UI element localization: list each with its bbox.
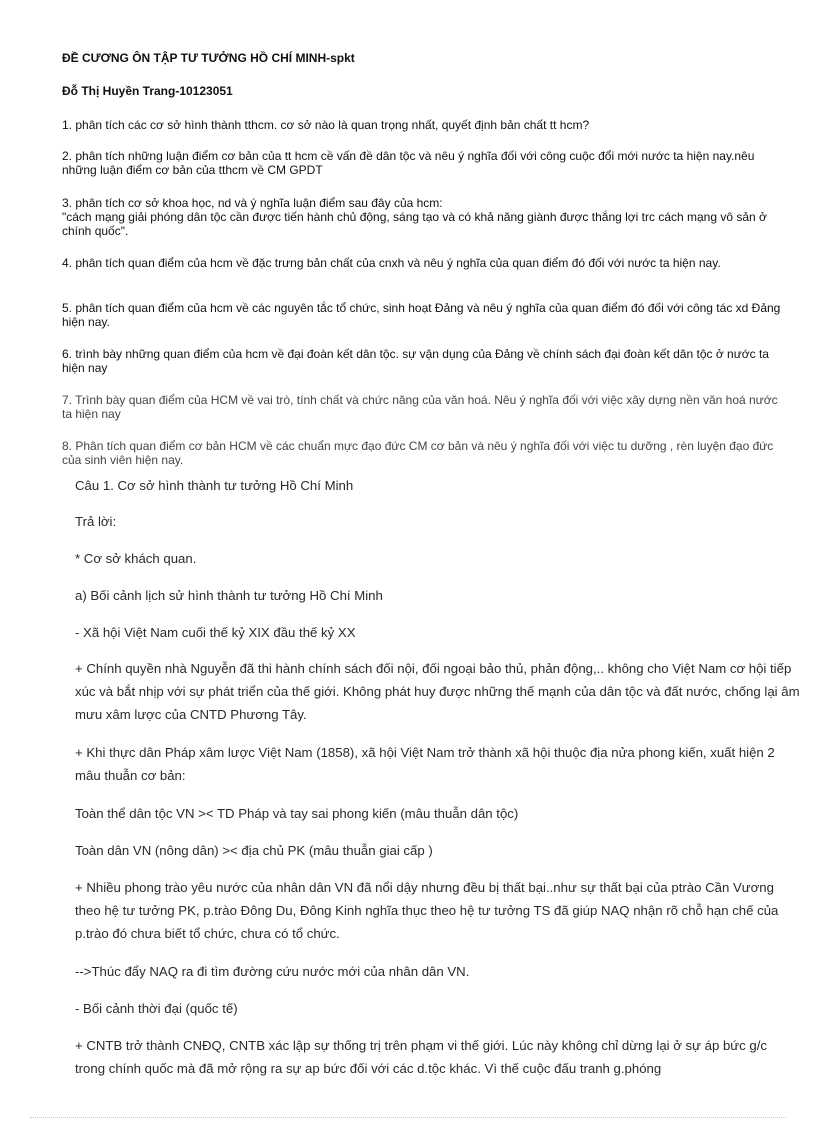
question-3: 3. phân tích cơ sở khoa học, nd và ý nghĩa luận điểm sau đây của hcm: "cách mạng giải phóng dân tộc cần được tiến hành chủ động, sáng tạo và có khả năng giành được thắng lợi trc cách mạng vô sản ở chính quốc". [62,196,767,238]
answer-paragraph: Toàn dân VN (nông dân) >< địa chủ PK (mâu thuẫn giai cấp ) [75,843,433,858]
answer-paragraph: - Xã hội Việt Nam cuối thế kỷ XIX đầu thế kỷ XX [75,625,356,640]
question-8: 8. Phân tích quan điểm cơ bản HCM về các chuẩn mực đạo đức CM cơ bản và nêu ý nghĩa đối với việc tu dưỡng , rèn luyện đạo đức của sinh viên hiện nay. [62,439,774,467]
answer-paragraph: Toàn thể dân tộc VN >< TD Pháp và tay sai phong kiến (mâu thuẫn dân tộc) [75,806,519,821]
answer-paragraph: -->Thúc đẩy NAQ ra đi tìm đường cứu nước mới của nhân dân VN. [75,964,470,979]
answer-heading: Câu 1. Cơ sở hình thành tư tưởng Hồ Chí Minh [75,478,354,493]
answer-label: Trả lời: [75,514,117,529]
answer-paragraph: a) Bối cảnh lịch sử hình thành tư tưởng Hồ Chí Minh [75,588,383,603]
page-divider [30,1117,786,1118]
answer-paragraph: + Khi thực dân Pháp xâm lược Việt Nam (1858), xã hội Việt Nam trở thành xã hội thuộc địa nửa phong kiến, xuất hiện 2 mâu thuẫn cơ bản: [75,745,775,783]
answer-paragraph: + Nhiều phong trào yêu nước của nhân dân VN đã nổi dậy nhưng đều bị thất bại..như sự thất bại của ptrào Cần Vương theo hệ tư tưởng PK, p.trào Đông Du, Đông Kinh nghĩa thục theo hệ tư tưởng TS đã giúp NAQ nhận rõ chỗ hạn chế của p.trào đó chưa biết tổ chức, chưa có tổ chức. [75,880,779,941]
answer-paragraph: + Chính quyền nhà Nguyễn đã thi hành chính sách đối nội, đối ngoại bảo thủ, phản động,.. không cho Việt Nam cơ hội tiếp xúc và bắt nhịp với sự phát triển của thế giới. Không phát huy được những thế mạnh của dân tộc và đất nước, chống lại âm mưu xâm lược của CNTD Phương Tây. [75,661,800,722]
document-author: Đỗ Thị Huyền Trang-10123051 [62,84,233,98]
answer-paragraph: * Cơ sở khách quan. [75,551,197,566]
document-title: ĐỀ CƯƠNG ÔN TẬP TƯ TƯỞNG HỒ CHÍ MINH-spkt [62,51,355,65]
question-4: 4. phân tích quan điểm của hcm về đặc trưng bản chất của cnxh và nêu ý nghĩa của quan điểm đó đối với nước ta hiện nay. [62,256,721,270]
question-7: 7. Trình bày quan điểm của HCM về vai trò, tính chất và chức năng của văn hoá. Nêu ý nghĩa đối với việc xây dựng nền văn hoá nước ta hiện nay [62,393,778,421]
question-2: 2. phân tích những luận điểm cơ bản của tt hcm cề vấn đề dân tộc và nêu ý nghĩa đối với công cuộc đổi mới nước ta hiện nay.nêu những luận điểm cơ bản của tthcm về CM GPDT [62,149,755,177]
question-1: 1. phân tích các cơ sở hình thành tthcm. cơ sở nào là quan trọng nhất, quyết định bản chất tt hcm? [62,118,590,132]
question-6: 6. trình bày những quan điểm của hcm về đại đoàn kết dân tộc. sự vận dụng của Đảng về chính sách đại đoàn kết dân tộc ở nước ta hiện nay [62,347,769,375]
answer-paragraph: + CNTB trở thành CNĐQ, CNTB xác lập sự thống trị trên phạm vi thế giới. Lúc này không chỉ dừng lại ở sự áp bức g/c trong chính quốc mà đã mở rộng ra sự ap bức đối với các d.tộc khác. Vì thế cuộc đấu tranh g.phóng [75,1038,767,1076]
answer-paragraph: - Bối cảnh thời đại (quốc tế) [75,1001,238,1016]
question-5: 5. phân tích quan điểm của hcm về các nguyên tắc tổ chức, sinh hoạt Đảng và nêu ý nghĩa của quan điểm đó đối với công tác xd Đảng hiện nay. [62,301,781,329]
